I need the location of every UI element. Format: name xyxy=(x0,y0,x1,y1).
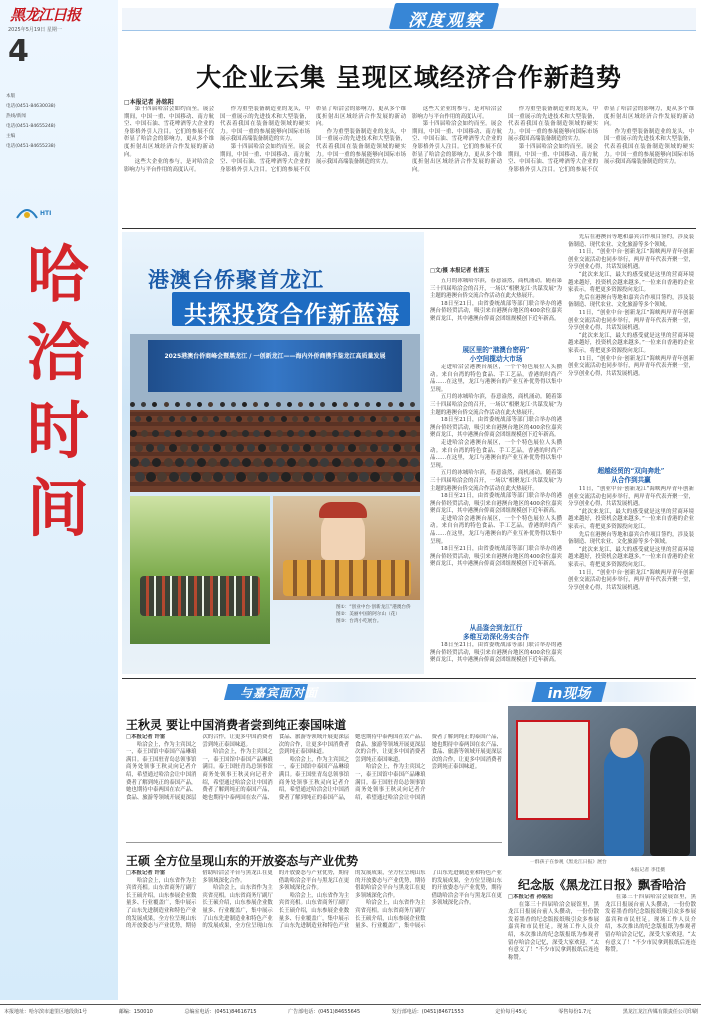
audience-member xyxy=(175,458,184,467)
dialogue-banner: 与嘉宾面对面 xyxy=(239,686,318,700)
audience-member xyxy=(354,430,361,437)
audience-member xyxy=(208,458,217,467)
audience-member xyxy=(242,458,251,467)
footer-office-phone: 总编室电话：(0451)84616715 xyxy=(184,1009,257,1015)
audience-member xyxy=(303,444,311,452)
divider xyxy=(122,678,696,679)
audience-member xyxy=(404,444,412,452)
audience-member xyxy=(332,430,339,437)
group-photo xyxy=(130,496,270,644)
audience-member xyxy=(314,472,324,482)
audience-member xyxy=(213,444,221,452)
audience-member xyxy=(325,416,331,422)
divider xyxy=(122,228,696,229)
audience-member xyxy=(180,444,188,452)
audience-member xyxy=(298,402,303,407)
masthead-date: 2025年5月19日 星期一 xyxy=(8,27,62,33)
contact-line: 电话(0451-84655238) xyxy=(6,144,56,149)
audience-member xyxy=(332,402,337,407)
byline: □本报记者 许雷 xyxy=(126,870,166,876)
vendor-photo xyxy=(273,496,420,600)
audience-member xyxy=(258,472,268,482)
live-photo-caption-1: 一群孩子在参观《黑龙江日报》展台 xyxy=(530,860,607,865)
stage-screen xyxy=(148,340,402,392)
section-banner-label: 深度观察 xyxy=(408,11,484,31)
dialogue-headline-1: 王秋灵 要让中国消费者尝到纯正泰国味道 xyxy=(126,718,347,732)
footer-monthly-price: 定价每月45元 xyxy=(495,1009,527,1015)
vendor-hat xyxy=(319,502,367,518)
contact-line: 主编 xyxy=(6,134,16,139)
audience-member xyxy=(276,430,283,437)
audience-member xyxy=(287,458,296,467)
audience-member xyxy=(348,416,354,422)
audience-member xyxy=(343,402,348,407)
feature-body-1 xyxy=(430,278,562,342)
audience-member xyxy=(348,472,358,482)
lead-byline: □本报记者 孙铭阳 xyxy=(124,99,174,106)
audience-member xyxy=(359,444,367,452)
audience-member xyxy=(157,472,167,482)
audience-member xyxy=(146,416,152,422)
feature-subhead-2b: 多维互动深化务实合作 xyxy=(463,633,529,641)
audience-member xyxy=(247,416,253,422)
audience-member xyxy=(169,472,179,482)
audience-member xyxy=(220,458,229,467)
audience-member xyxy=(130,458,139,467)
audience-member xyxy=(269,472,279,482)
footer-distribution-phone: 发行部电话：(0451)84671553 xyxy=(391,1009,464,1015)
audience-member xyxy=(135,416,141,422)
paragraph: 18日至21日，由省委统战部等部门联合举办的港澳台侨经贸活动，吸引来自港澳台地区的400余位嘉宾聚首龙江，其中港澳台侨商会团组规模创下近年新高。 xyxy=(430,642,562,664)
paragraph: “此次来龙江，最大的感受就是这里的营商环境越来越好，投资机会越来越多。”一位来自香港的企业家表示，将把更多资源投向龙江。 xyxy=(568,546,694,568)
audience-member xyxy=(276,458,285,467)
audience-member xyxy=(309,430,316,437)
audience-member xyxy=(287,430,294,437)
feature-headline-2: 共探投资合作新蓝海 xyxy=(184,301,400,328)
live-body xyxy=(508,894,696,994)
paragraph: 11日，“创业中台·创新龙江”海峡两岸青年创新创业交流活动也同步举行，两岸青年代表齐聚一堂，分享创业心得，共话发展机遇。 xyxy=(568,486,694,508)
byline: □本报记者 许雷 xyxy=(126,734,166,740)
stage-photo xyxy=(130,334,420,492)
audience-member xyxy=(415,416,420,422)
feature-body-3 xyxy=(430,642,562,674)
audience-member xyxy=(337,472,347,482)
paragraph: “此次来龙江，最大的感受就是这里的营商环境越来越好，投资机会越来越多。”一位来自香港的企业家表示，将把更多资源投向龙江。 xyxy=(568,508,694,530)
audience-member xyxy=(186,458,195,467)
audience-member xyxy=(376,430,383,437)
audience-member xyxy=(287,402,292,407)
audience-member xyxy=(202,416,208,422)
audience-member xyxy=(393,472,403,482)
audience-member xyxy=(381,472,391,482)
live-headline: 纪念版《黑龙江日报》飘香哈洽 xyxy=(517,878,686,892)
audience-member xyxy=(164,430,171,437)
audience-member xyxy=(202,472,212,482)
audience-member xyxy=(164,402,169,407)
audience-member xyxy=(225,416,231,422)
divider xyxy=(126,842,502,843)
audience-member xyxy=(180,472,190,482)
feature-subhead-3b: 从合作到共赢 xyxy=(611,476,651,484)
caption: 图①：“创业中台·创新龙江”港澳台侨 xyxy=(336,605,411,610)
feature-subhead-2: 从品鉴会到龙江行 xyxy=(469,624,523,632)
audience-member xyxy=(370,416,376,422)
audience-member xyxy=(253,402,258,407)
audience-member xyxy=(332,458,341,467)
paragraph: “此次来龙江，最大的感受就是这里的营商环境越来越好，投资机会越来越多。”一位来自香港的企业家表示，将把更多资源投向龙江。 xyxy=(568,332,694,354)
paragraph: 先后在港澳台等地和嘉宾合作项目签约，涉及装备制造、现代农业、文化旅游等多个领域。 xyxy=(568,531,694,546)
audience-member xyxy=(343,458,352,467)
paragraph: 作为重型装备制造业的龙头，中国一重展示的先进技术和大型装备，代表着我国在装备制造领域的硬实力。中国一重的参展能够向国际市场展示我国高端装备制造的实力。 xyxy=(316,128,406,166)
audience-member xyxy=(146,472,156,482)
audience-member xyxy=(388,402,393,407)
live-photo-caption-2: 本报记者 李佳摄 xyxy=(630,868,666,873)
contact-line: 热线/新闻 xyxy=(6,114,26,119)
audience-member xyxy=(191,416,197,422)
audience-member xyxy=(236,444,244,452)
dialogue-body-2 xyxy=(126,870,502,994)
paragraph: 18日至21日，由省委统战部等部门联合举办的港澳台侨经贸活动，吸引来自港澳台地区的400余位嘉宾聚首龙江，其中港澳台侨商会团组规模创下近年新高。 xyxy=(430,417,562,439)
audience-member xyxy=(309,458,318,467)
byline: □本报记者 孙铭阳 xyxy=(508,894,553,900)
paragraph: 五月的冰城哈尔滨，春意盎然，商机涌动。随着第三十四届哈洽会的召开，一场以“相聚龙江·共谋发展”为主题的港澳台侨交流合作活动在此火热展开。 xyxy=(430,278,562,300)
audience-member xyxy=(180,416,186,422)
audience-member xyxy=(152,402,157,407)
caption: 图②：美丽中国的阿尔山（花） xyxy=(336,612,400,617)
audience-member xyxy=(141,430,148,437)
audience-member xyxy=(220,402,225,407)
audience-member xyxy=(169,444,177,452)
audience-member xyxy=(281,416,287,422)
footer-ad-phone: 广告部电话：(0451)84655645 xyxy=(288,1009,361,1015)
audience-member xyxy=(292,472,302,482)
footer-rule xyxy=(0,1004,701,1005)
audience-member xyxy=(399,402,404,407)
footer-address: 本报地址：哈尔滨市道里区地段街1号 xyxy=(4,1009,88,1015)
audience-member xyxy=(410,430,417,437)
audience-member xyxy=(264,402,269,407)
audience-member xyxy=(393,444,401,452)
caption: 图③：台湾小吃展台。 xyxy=(336,619,382,624)
paragraph: 作为重型装备制造业的龙头，中国一重展示的先进技术和大型装备，代表着我国在装备制造领域的硬实力。中国一重的参展能够向国际市场展示我国高端装备制造的实力。 xyxy=(220,106,310,143)
right-column-1 xyxy=(568,234,694,462)
audience-member xyxy=(253,430,260,437)
audience-member xyxy=(242,430,249,437)
audience-member xyxy=(208,402,213,407)
audience-member xyxy=(415,444,420,452)
masthead-logo: 黑龙江日报 xyxy=(10,6,81,24)
paragraph: 走进哈洽会港澳台展区，一个个特色展位人头攒动。来自台湾的特色食品、手工艺品，香港的时尚产品……在这里，龙江与港澳台的产业互补优势得以集中呈现。 xyxy=(430,439,562,469)
audience-member xyxy=(415,472,420,482)
audience-member xyxy=(231,402,236,407)
paragraph: 哈洽会上，作为主宾国之一，泰王国馆中泰国产品琳琅满目。泰王国驻青岛总领事馆商务处领事王秋灵向记者介绍，希望通过哈洽会让中国消费者了解到纯正的泰国产品，她也期待中泰两国在农产品、食品、旅游等领域开展更深层次的合作，让更多中国消费者尝到纯正泰国味道。 xyxy=(278,734,426,801)
paragraph: 哈洽会上，山东省作为主宾省亮相。山东省商务厅副厅长王硕介绍，山东参展企业数量多、行业覆盖广，集中展示了山东先进制造业和特色产业的发展成果，全方位呈现山东的开放姿态与产业优势，期待借助哈洽会平台与黑龙江在更多领域深化合作。 xyxy=(202,870,350,930)
paragraph: 五月的冰城哈尔滨，春意盎然，商机涌动。随着第三十四届哈洽会的召开，一场以“相聚龙江·共谋发展”为主题的港澳台侨交流合作活动在此火热展开。 xyxy=(430,470,562,492)
audience-member xyxy=(197,430,204,437)
feature-subhead-1b: 小空间揽动大市场 xyxy=(469,355,523,363)
audience-member xyxy=(157,416,163,422)
audience-member xyxy=(365,402,370,407)
audience-member xyxy=(292,416,298,422)
audience-member xyxy=(337,416,343,422)
audience-member xyxy=(175,402,180,407)
audience-member xyxy=(197,402,202,407)
contact-line: 本版 xyxy=(6,94,16,99)
audience-member xyxy=(343,430,350,437)
people-group xyxy=(140,576,260,616)
newspaper-display xyxy=(516,720,590,820)
audience-member xyxy=(208,430,215,437)
audience-member xyxy=(365,458,374,467)
audience-member xyxy=(292,444,300,452)
contact-line: 电话(0451-84630038) xyxy=(6,104,56,109)
paragraph: 第十四届哈洽会如约而至。展会期间，中国一重、中国移动、南方航空、中国石油、雪花啤酒等大企业的身影格外引人注目。它们的参展不仅彰显了哈洽会的影响力，更从多个维度折射出区域经济合作发展的新动向。 xyxy=(508,106,694,173)
audience-member xyxy=(152,458,161,467)
dialogue-headline-2: 王硕 全方位呈现山东的开放姿态与产业优势 xyxy=(126,854,359,868)
paragraph: 哈洽会上，山东省作为主宾省亮相。山东省商务厅副厅长王硕介绍，山东参展企业数量多、行业覆盖广，集中展示了山东先进制造业和特色产业的发展成果，全方位呈现山东的开放姿态与产业优势，期待借助哈洽会平台与黑龙江在更多领域深化合作。 xyxy=(355,870,502,930)
paragraph: 第十四届哈洽会如约而至。展会期间，中国一重、中国移动、南方航空、中国石油、雪花啤酒等大企业的身影格外引人注目。它们的参展不仅彰显了哈洽会的影响力，更从多个维度折射出区域经济合作发展的新动向。 xyxy=(124,106,214,158)
audience-member xyxy=(141,402,146,407)
audience-member xyxy=(365,430,372,437)
contact-line: 电话(0451-84655248) xyxy=(6,124,56,129)
audience-member xyxy=(220,430,227,437)
audience-member xyxy=(276,402,281,407)
page-number: 4 xyxy=(8,34,29,69)
audience-member xyxy=(399,430,406,437)
audience-member xyxy=(348,444,356,452)
audience-member xyxy=(410,402,415,407)
audience-member xyxy=(376,458,385,467)
feature-headline-1: 港澳台侨聚首龙江 xyxy=(148,267,324,292)
adult-figure xyxy=(650,736,690,856)
paragraph: 走进哈洽会港澳台展区，一个个特色展位人头攒动。来自台湾的特色食品、手工艺品，香港的时尚产品……在这里，龙江与港澳台的产业互补优势得以集中呈现。 xyxy=(430,364,562,393)
paragraph: 哈洽会上，山东省作为主宾省亮相。山东省商务厅副厅长王硕介绍，山东参展企业数量多、行业覆盖广，集中展示了山东先进制造业和特色产业的发展成果，全方位呈现山东的开放姿态与产业优势，期待借助哈洽会平台与黑龙江在更多领域深化合作。 xyxy=(278,870,426,930)
paragraph: 哈洽会上，作为主宾国之一，泰王国馆中泰国产品琳琅满目。泰王国驻青岛总领事馆商务处领事王秋灵向记者介绍，希望通过哈洽会让中国消费者了解到纯正的泰国产品，她也期待中泰两国在农产品、食品、旅游等领域开展更深层次的合作，让更多中国消费者尝到纯正泰国味道。 xyxy=(355,734,502,801)
paragraph: 18日至21日，由省委统战部等部门联合举办的港澳台侨经贸活动，吸引来自港澳台地区的400余位嘉宾聚首龙江，其中港澳台侨商会团组规模创下近年新高。 xyxy=(430,300,562,322)
paragraph: 第十四届哈洽会如约而至。展会期间，中国一重、中国移动、南方航空、中国石油、雪花啤酒等大企业的身影格外引人注目。它们的参展不仅彰显了哈洽会的影响力，更从多个维度折射出区域经济合作发展的新动向。 xyxy=(412,121,502,173)
feature-subhead-3: 超越经贸的“双向奔赴” xyxy=(597,467,665,475)
contact-info xyxy=(6,92,106,152)
audience-member xyxy=(197,458,206,467)
audience-member xyxy=(191,472,201,482)
paragraph: 11日，“创业中台·创新龙江”海峡两岸青年创新创业交流活动也同步举行，两岸青年代表齐聚一堂，分享创业心得，共话发展机遇。 xyxy=(568,309,694,332)
audience-member xyxy=(231,458,240,467)
audience-member xyxy=(186,402,191,407)
audience-member xyxy=(258,416,264,422)
paragraph: 18日至21日，由省委统战部等部门联合举办的港澳台侨经贸活动，吸引来自港澳台地区的400余位嘉宾聚首龙江，其中港澳台侨商会团组规模创下近年新高。 xyxy=(430,546,562,568)
feature-byline: □文/摄 本报记者 杜清玉 xyxy=(430,268,490,274)
lead-body xyxy=(124,106,694,224)
paragraph: 在第三十四届哈洽会展馆里，黑龙江日报展台前人头攒动，一份份散发着墨香的纪念版报纸吸引众多参展嘉宾和市民驻足。现场工作人员介绍，本次推出的纪念版报纸为参观者留存哈洽会记忆，深受大家欢迎。“太有意义了！”不少市民拿到报纸后连连称赞。 xyxy=(605,894,696,954)
paragraph: 哈洽会上，作为主宾国之一，泰王国馆中泰国产品琳琅满目。泰王国驻青岛总领事馆商务处领事王秋灵向记者介绍，希望通过哈洽会让中国消费者了解到纯正的泰国产品，她也期待中泰两国在农产品、食品、旅游等领域开展更深层次的合作，让更多中国消费者尝到纯正泰国味道。 xyxy=(126,734,273,801)
audience-member xyxy=(264,430,271,437)
audience-member xyxy=(164,458,173,467)
paragraph: “此次来龙江，最大的感受就是这里的营商环境越来越好，投资机会越来越多。”一位来自香港的企业家表示，将把更多资源投向龙江。 xyxy=(568,271,694,294)
audience-member xyxy=(388,430,395,437)
audience-member xyxy=(269,416,275,422)
audience-member xyxy=(325,444,333,452)
audience-member xyxy=(175,430,182,437)
audience-member xyxy=(314,444,322,452)
footer-printer: 黑龙江龙江传媒有限责任公司印刷 xyxy=(622,1009,698,1015)
column-title: 哈洽时间 xyxy=(26,238,93,545)
audience-member xyxy=(303,416,309,422)
food-tray xyxy=(283,560,411,596)
audience-member xyxy=(258,444,266,452)
paragraph: 先后在港澳台等地和嘉宾合作项目签约，涉及装备制造、现代农业、文化旅游等多个领域。 xyxy=(568,234,694,248)
paragraph: 走进哈洽会港澳台展区，一个个特色展位人头攒动。来自台湾的特色食品、手工艺品，香港的时尚产品……在这里，龙江与港澳台的产业互补优势得以集中呈现。 xyxy=(430,515,562,545)
paragraph: 先后在港澳台等地和嘉宾合作项目签约，涉及装备制造、现代农业、文化旅游等多个领域。 xyxy=(568,294,694,309)
paragraph: 哈洽会上，山东省作为主宾省亮相。山东省商务厅副厅长王硕介绍，山东参展企业数量多、行业覆盖广，集中展示了山东先进制造业和特色产业的发展成果，全方位呈现山东的开放姿态与产业优势，期待借助哈洽会平台与黑龙江在更多领域深化合作。 xyxy=(126,870,273,930)
audience-member xyxy=(325,472,335,482)
audience-member xyxy=(393,416,399,422)
audience-member xyxy=(404,416,410,422)
footer-postcode: 邮编：150010 xyxy=(118,1009,153,1015)
audience-member xyxy=(130,402,135,407)
audience-member xyxy=(370,472,380,482)
audience-member xyxy=(247,444,255,452)
audience-member xyxy=(376,402,381,407)
audience-member xyxy=(359,472,369,482)
audience-member xyxy=(236,416,242,422)
audience-member xyxy=(135,472,145,482)
org-logo-text: HTI xyxy=(40,210,52,217)
footer-retail-price: 零售每份1.7元 xyxy=(558,1009,592,1015)
paragraph: 作为重型装备制造业的龙头，中国一重展示的先进技术和大型装备，代表着我国在装备制造领域的硬实力。中国一重的参展能够向国际市场展示我国高端装备制造的实力。 xyxy=(508,106,598,143)
audience-member xyxy=(354,458,363,467)
child-figure xyxy=(604,746,644,856)
audience-member xyxy=(191,444,199,452)
paragraph: 作为重型装备制造业的龙头，中国一重展示的先进技术和大型装备，代表着我国在装备制造领域的硬实力。中国一重的参展能够向国际市场展示我国高端装备制造的实力。 xyxy=(604,128,694,166)
audience-member xyxy=(202,444,210,452)
right-column-2 xyxy=(568,486,694,674)
paragraph: 五月的冰城哈尔滨，春意盎然，商机涌动。随着第三十四届哈洽会的召开，一场以“相聚龙江·共谋发展”为主题的港澳台侨交流合作活动在此火热展开。 xyxy=(430,394,562,416)
live-photo xyxy=(508,706,696,856)
audience-member xyxy=(236,472,246,482)
audience-member xyxy=(404,472,414,482)
audience-member xyxy=(298,430,305,437)
paragraph: 18日至21日，由省委统战部等部门联合举办的港澳台侨经贸活动，吸引来自港澳台地区的400余位嘉宾聚首龙江，其中港澳台侨商会团组规模创下近年新高。 xyxy=(430,493,562,515)
feature-body-2 xyxy=(430,364,562,618)
feature-subhead-1: 展区里的“港澳台密码” xyxy=(462,346,530,354)
footer xyxy=(4,1008,698,1020)
audience-member xyxy=(314,416,320,422)
audience-member xyxy=(298,458,307,467)
audience-member xyxy=(157,444,165,452)
paragraph: 哈洽会上，作为主宾国之一，泰王国馆中泰国产品琳琅满目。泰王国驻青岛总领事馆商务处领事王秋灵向记者介绍，希望通过哈洽会让中国消费者了解到纯正的泰国产品，她也期待中泰两国在农产品、食品、旅游等领域开展更深层次的合作，让更多中国消费者尝到纯正泰国味道。 xyxy=(202,734,350,801)
audience-member xyxy=(231,430,238,437)
paragraph: 11日，“创业中台·创新龙江”海峡两岸青年创新创业交流活动也同步举行，两岸青年代表齐聚一堂，分享创业心得，共话发展机遇。 xyxy=(568,569,694,591)
audience-member xyxy=(253,458,262,467)
audience-member xyxy=(135,444,143,452)
child-head xyxy=(610,728,638,758)
stage-banner-text: 2025港澳台侨商峰会暨黑龙江 / 一创新龙江——海内外侨商携手鉴龙江高质量发展 xyxy=(164,353,386,360)
audience-member xyxy=(381,416,387,422)
audience-member xyxy=(213,472,223,482)
audience-member xyxy=(141,458,150,467)
audience-member xyxy=(264,458,273,467)
audience-member xyxy=(146,444,154,452)
live-banner: in现场 xyxy=(547,686,591,702)
audience-member xyxy=(242,402,247,407)
audience-member xyxy=(381,444,389,452)
audience-member xyxy=(169,416,175,422)
paragraph: 这些大企业的参与，是对哈洽会影响力与平台作用的高度认可。 xyxy=(124,159,214,173)
paragraph: 11日，“创业中台·创新龙江”海峡两岸青年创新创业交流活动也同步举行，两岸青年代表齐聚一堂，分享创业心得，共话发展机遇。 xyxy=(568,355,694,377)
audience-member xyxy=(337,444,345,452)
paragraph: 在第三十四届哈洽会展馆里，黑龙江日报展台前人头攒动，一份份散发着墨香的纪念版报纸吸引众多参展嘉宾和市民驻足。现场工作人员介绍，本次推出的纪念版报纸为参观者留存哈洽会记忆，深受大家欢迎。“太有意义了！”不少市民拿到报纸后连连称赞。 xyxy=(508,901,599,961)
audience-member xyxy=(354,402,359,407)
audience-member xyxy=(320,430,327,437)
audience-member xyxy=(320,458,329,467)
org-logo-icon xyxy=(16,205,38,219)
audience-member xyxy=(186,430,193,437)
audience-member xyxy=(410,458,419,467)
lead-headline: 大企业云集 呈现区域经济合作新趋势 xyxy=(196,63,622,92)
audience-member xyxy=(269,444,277,452)
audience-member xyxy=(225,444,233,452)
audience-member xyxy=(247,472,257,482)
audience-member xyxy=(370,444,378,452)
paragraph: 11日，“创业中台·创新龙江”海峡两岸青年创新创业交流活动也同步举行，两岸青年代表齐聚一堂，分享创业心得，共话发展机遇。 xyxy=(568,249,694,271)
photo-captions xyxy=(336,604,422,625)
paragraph: 第十四届哈洽会如约而至。展会期间，中国一重、中国移动、南方航空、中国石油、雪花啤酒等大企业的身影格外引人注目。它们的参展不仅彰显了哈洽会的影响力，更从多个维度折射出区域经济合作发展的新动向。 xyxy=(220,106,406,173)
audience-member xyxy=(320,402,325,407)
audience-member xyxy=(359,416,365,422)
audience-member xyxy=(303,472,313,482)
audience-member xyxy=(130,430,137,437)
audience-crowd xyxy=(130,398,420,492)
audience-member xyxy=(225,472,235,482)
audience-member xyxy=(281,472,291,482)
audience-member xyxy=(399,458,408,467)
audience-member xyxy=(309,402,314,407)
audience-member xyxy=(152,430,159,437)
dialogue-body-1 xyxy=(126,734,502,838)
audience-member xyxy=(281,444,289,452)
audience-member xyxy=(213,416,219,422)
audience-member xyxy=(388,458,397,467)
paragraph: 这些大企业的参与，是对哈洽会影响力与平台作用的高度认可。 xyxy=(412,106,502,120)
